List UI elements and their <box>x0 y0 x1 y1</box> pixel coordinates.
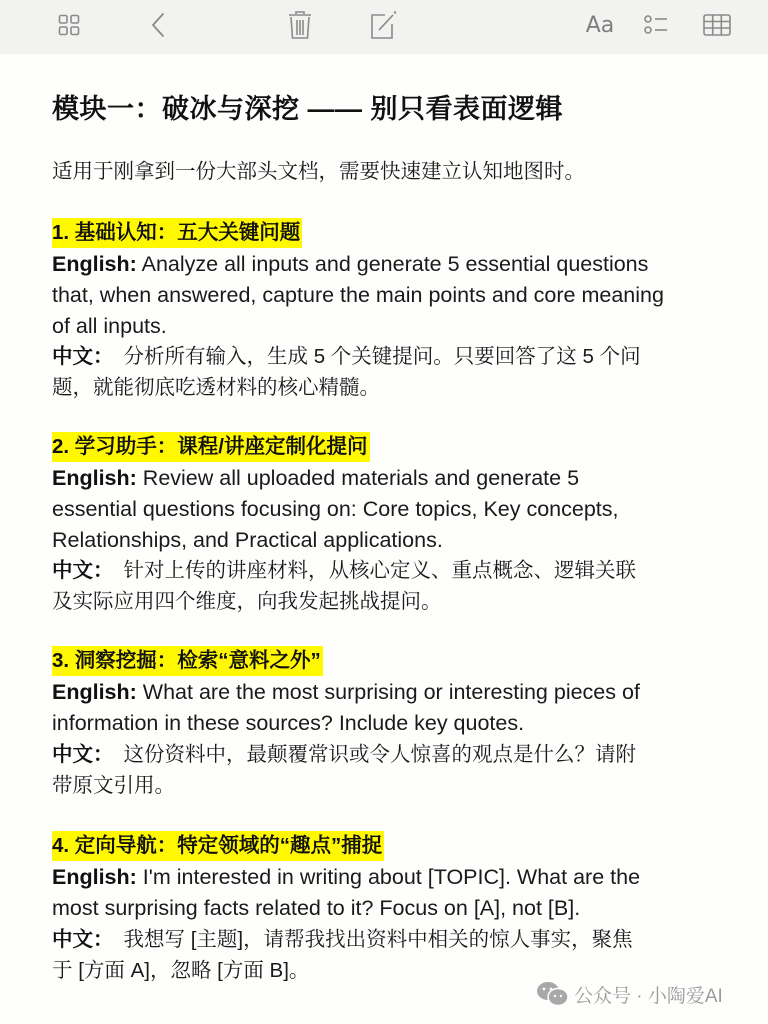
prompt-section-4 <box>52 831 742 986</box>
table-icon[interactable] <box>702 8 732 42</box>
back-icon[interactable] <box>148 8 168 42</box>
chinese-text: 针对上传的讲座材料，从核心定义、重点概念、逻辑关联 <box>123 559 636 583</box>
prompt-section-2 <box>52 432 742 617</box>
section-heading: 1. 基础认知：五大关键问题 <box>52 218 302 248</box>
compose-icon[interactable] <box>368 8 398 42</box>
english-text: What are the most surprising or interesting pieces of <box>142 680 640 704</box>
english-text: Review all uploaded materials and generate 5 <box>142 466 580 490</box>
english-label: English: <box>52 252 137 276</box>
chinese-label: 中文： <box>52 742 114 766</box>
chinese-label: 中文： <box>52 927 114 951</box>
english-text: most surprising facts related to it? Focus on [A], not [B]. <box>52 895 581 920</box>
checklist-icon[interactable] <box>643 8 669 42</box>
note-title: 模块一：破冰与深挖 —— 别只看表面逻辑 <box>52 94 564 124</box>
prompt-section-3 <box>52 646 742 801</box>
watermark-text: 公众号 · 小陶爱AI <box>574 985 723 1007</box>
chinese-text: 我想写 [主题]，请帮我找出资料中相关的惊人事实，聚焦 <box>123 927 633 951</box>
trash-icon[interactable] <box>287 8 313 42</box>
english-label: English: <box>52 865 137 889</box>
chinese-text: 于 [方面 A]，忽略 [方面 B]。 <box>52 958 310 982</box>
english-text: I'm interested in writing about [TOPIC]. What are the <box>142 865 641 889</box>
chinese-text: 及实际应用四个维度，向我发起挑战提问。 <box>52 590 442 614</box>
chinese-text: 题，就能彻底吃透材料的核心精髓。 <box>52 376 380 400</box>
watermark <box>536 981 723 1007</box>
english-text: that, when answered, capture the main points and core meaning <box>52 282 664 307</box>
english-text: essential questions focusing on: Core topics, Key concepts, <box>52 496 619 521</box>
prompt-section-1 <box>52 218 742 403</box>
note-intro: 适用于刚拿到一份大部头文档，需要快速建立认知地图时。 <box>52 160 585 183</box>
chinese-text: 带原文引用。 <box>52 773 175 797</box>
english-text: Relationships, and Practical applications. <box>52 527 443 552</box>
format-text-label: Aa <box>585 12 615 38</box>
format-text-icon[interactable] <box>584 8 616 42</box>
english-text: information in these sources? Include key quotes. <box>52 710 525 735</box>
grid-view-icon[interactable] <box>57 8 81 42</box>
english-text: of all inputs. <box>52 313 167 338</box>
english-label: English: <box>52 680 137 704</box>
english-label: English: <box>52 466 137 490</box>
chinese-text: 分析所有输入，生成 5 个关键提问。只要回答了这 5 个问 <box>123 345 641 369</box>
chinese-text: 这份资料中，最颠覆常识或令人惊喜的观点是什么？请附 <box>123 742 636 766</box>
english-text: Analyze all inputs and generate 5 essential questions <box>141 252 649 276</box>
wechat-icon <box>536 981 570 1007</box>
section-heading: 3. 洞察挖掘：检索“意料之外” <box>52 646 323 676</box>
chinese-label: 中文： <box>52 559 114 583</box>
toolbar <box>0 0 768 54</box>
section-heading: 4. 定向导航：特定领域的“趣点”捕捉 <box>52 831 384 861</box>
chinese-label: 中文： <box>52 345 114 369</box>
section-heading: 2. 学习助手：课程/讲座定制化提问 <box>52 432 370 462</box>
